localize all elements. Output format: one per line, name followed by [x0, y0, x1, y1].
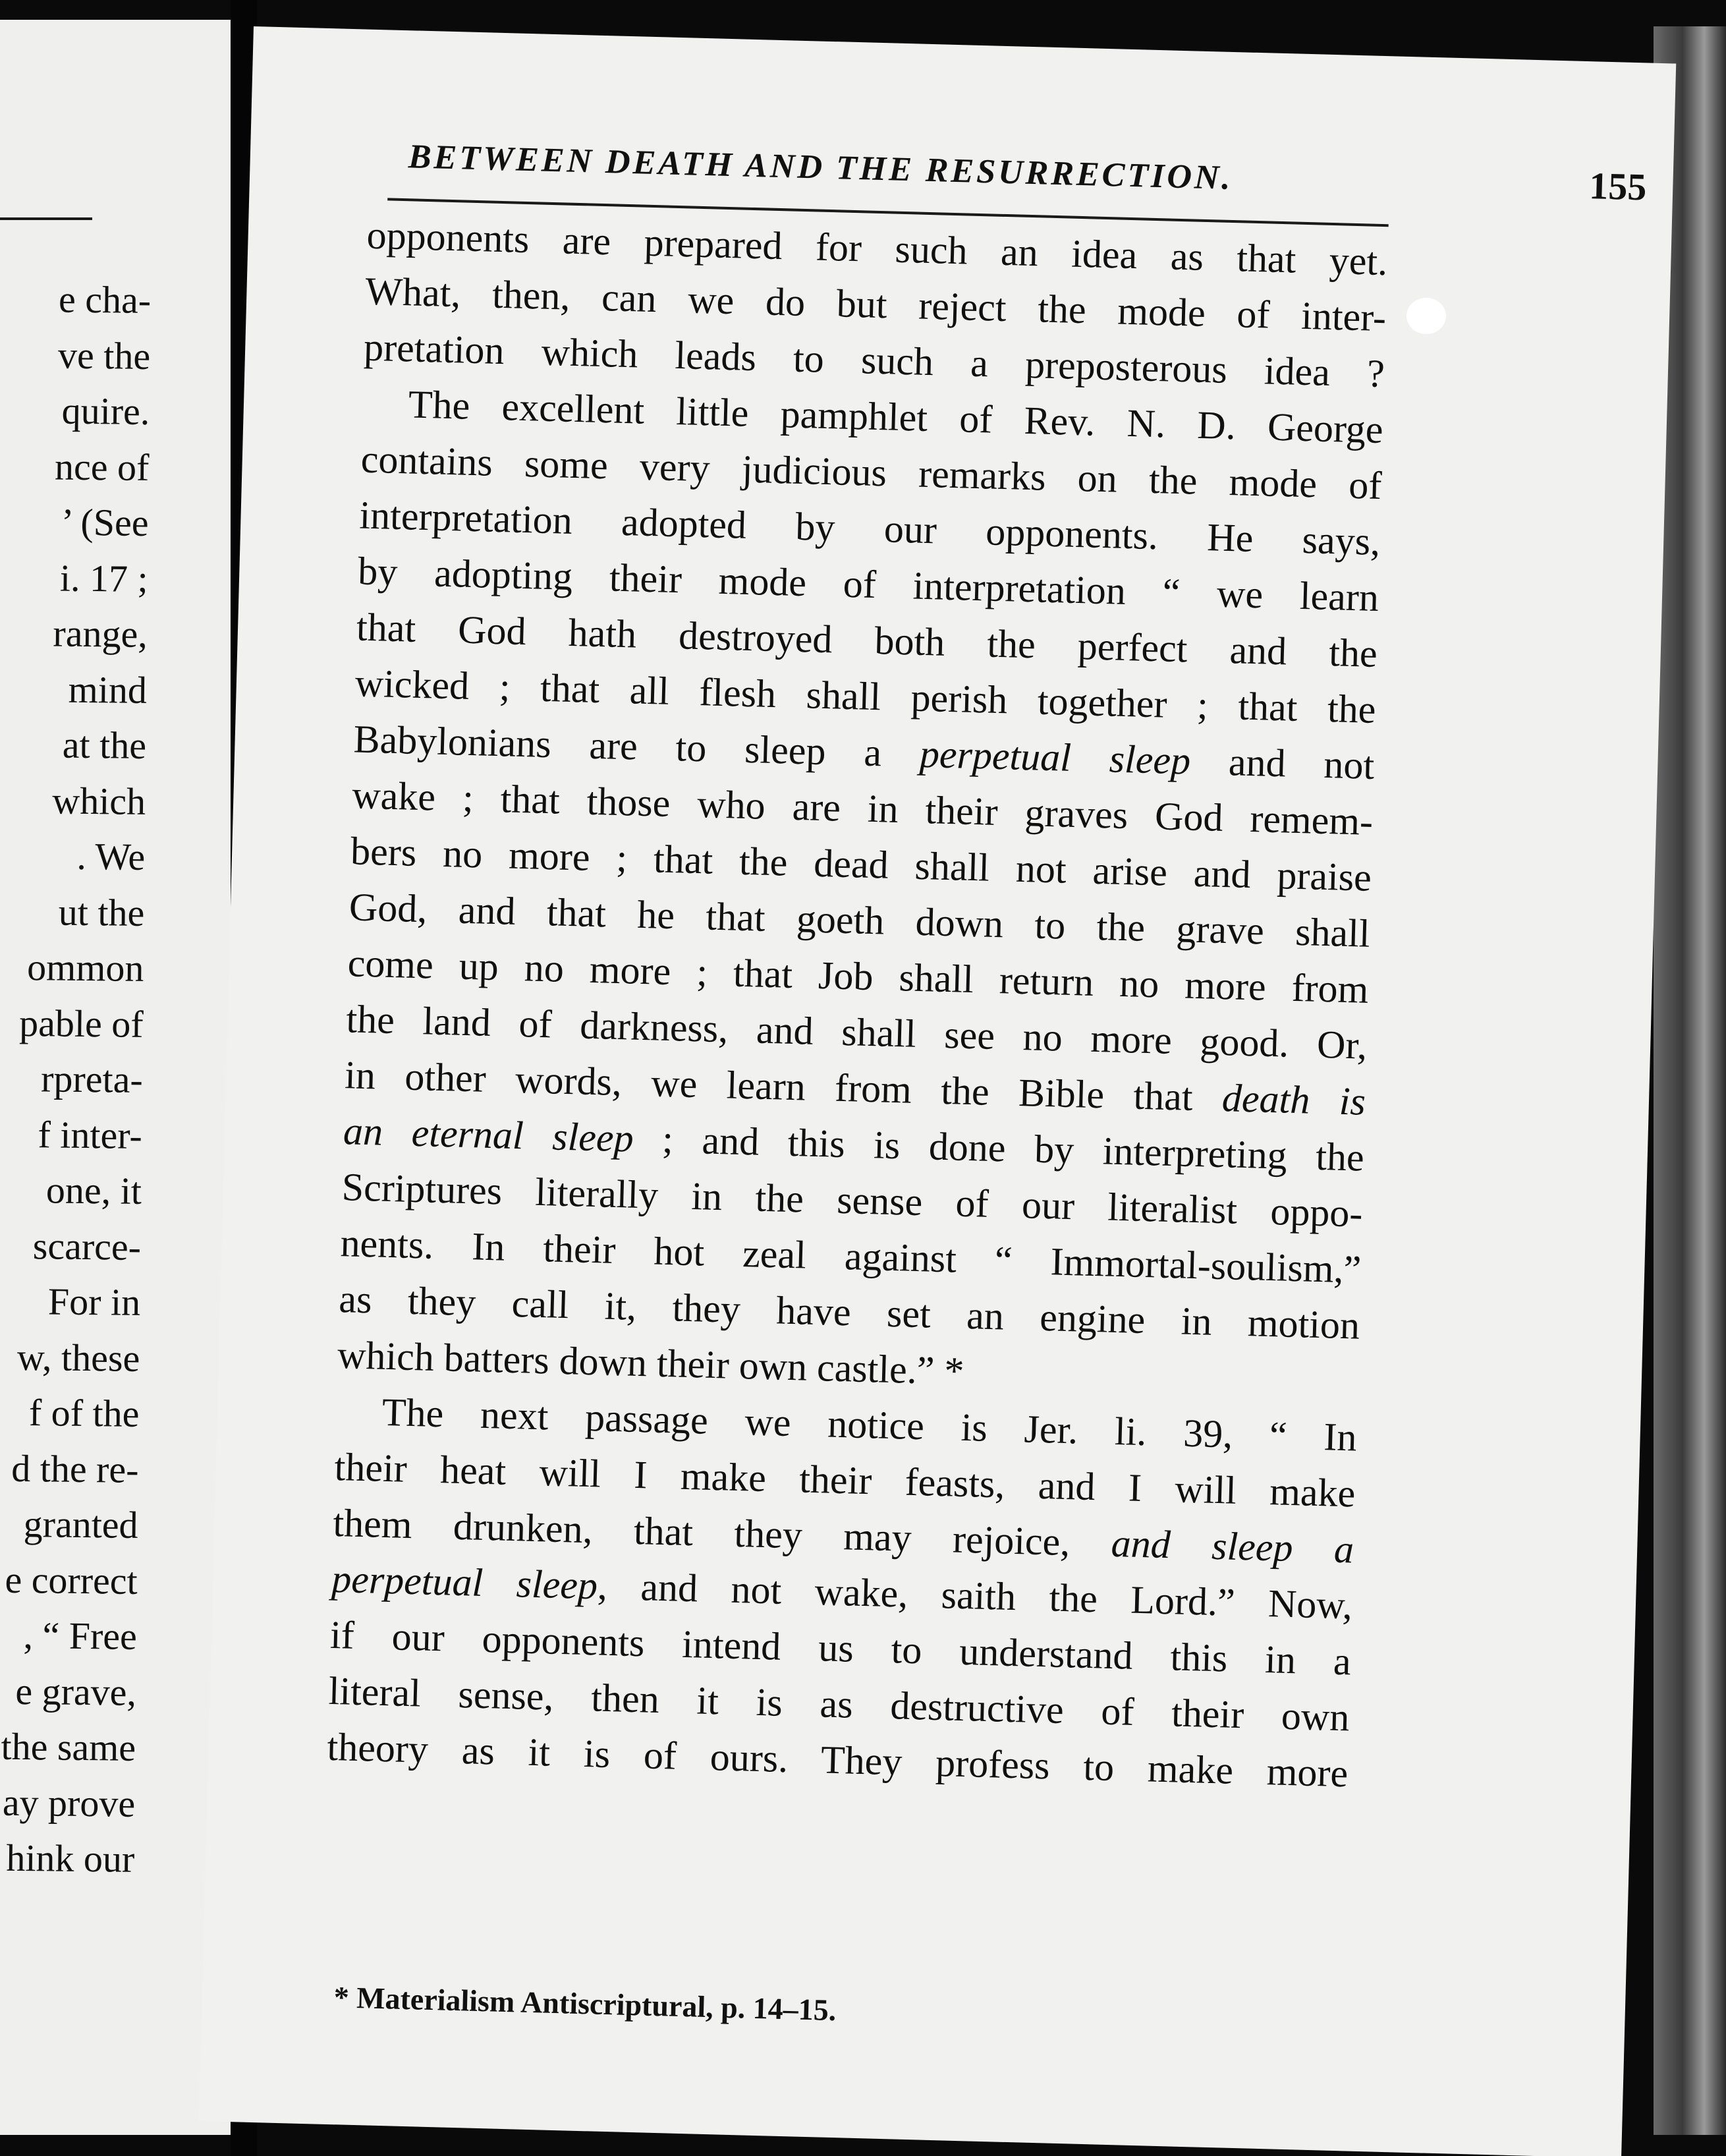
body-line: as they call it, they have set an engine in motion — [338, 1277, 1360, 1348]
body-line: The excellent little pamphlet of Rev. N. D. George — [408, 382, 1384, 452]
left-page-line: one, it — [46, 1168, 142, 1212]
body-line: bers no more ; that the dead shall not arise and praise — [350, 829, 1372, 899]
left-page-line: scarce- — [33, 1224, 142, 1268]
left-page-line: rpreta- — [41, 1057, 144, 1101]
left-page-line: range, — [53, 611, 148, 656]
left-page-line: , “ Free — [23, 1614, 138, 1658]
left-page-line: at the — [62, 723, 147, 767]
left-facing-page — [0, 20, 231, 2135]
main-page — [199, 26, 1677, 2156]
left-page-line: e grave, — [15, 1669, 137, 1714]
body-line: What, then, can we do but reject the mode of inter- — [364, 269, 1387, 340]
body-line: perpetual sleep, and not wake, saith the Lord.” Now, — [331, 1556, 1353, 1628]
left-page-line: f of the — [29, 1391, 140, 1435]
body-line: them drunken, that they may rejoice, and sleep a — [332, 1500, 1354, 1572]
left-page-line: w, these — [17, 1335, 141, 1380]
left-page-rule — [0, 217, 92, 220]
body-text — [327, 208, 1389, 1802]
body-line: which batters down their own castle.” * — [337, 1333, 965, 1393]
body-line: wake ; that those who are in their graves God remem- — [351, 773, 1374, 843]
left-page-line: ut the — [59, 890, 146, 934]
body-line: The next passage we notice is Jer. li. 39, “ In — [381, 1390, 1358, 1460]
left-page-line: d the re- — [11, 1446, 140, 1491]
left-page-line: ’ (See — [61, 500, 150, 544]
body-line: by adopting their mode of interpretation “ we learn — [357, 549, 1379, 619]
left-page-line: mind — [68, 667, 148, 712]
left-page-line: For in — [48, 1280, 141, 1324]
left-page-line: hink our — [6, 1836, 136, 1881]
body-line: in other words, we learn from the Bible that death is — [344, 1053, 1366, 1123]
body-line: interpretation adopted by our opponents. He says, — [358, 493, 1381, 564]
body-line: if our opponents intend us to understand this in a — [329, 1612, 1352, 1684]
left-page-text — [0, 271, 152, 1888]
left-page-line: which — [52, 778, 146, 823]
left-page-line: quire. — [61, 389, 151, 433]
body-line: Babylonians are to sleep a perpetual sleep and not — [352, 717, 1376, 787]
left-page-line: ve the — [58, 333, 152, 378]
body-line: literal sense, then it is as destructive of their own — [328, 1668, 1350, 1740]
left-page-line: f inter- — [38, 1112, 143, 1157]
left-page-line: pable of — [19, 1001, 144, 1046]
body-line: opponents are prepared for such an idea as that yet. — [366, 213, 1389, 284]
left-page-line: ommon — [27, 946, 145, 990]
page-number: 155 — [1588, 164, 1648, 209]
left-page-line: e cha- — [59, 277, 152, 322]
body-line: nents. In their hot zeal against “ Immortal-soulism,” — [339, 1221, 1362, 1291]
left-page-line: ay prove — [3, 1780, 136, 1825]
body-line: the land of darkness, and shall see no more good. Or, — [345, 997, 1368, 1067]
body-line: pretation which leads to such a preposterous idea ? — [363, 325, 1385, 396]
body-line: Scriptures literally in the sense of our literalist oppo- — [341, 1165, 1364, 1235]
running-head — [408, 132, 1647, 209]
body-line: an eternal sleep ; and this is done by interpreting the — [343, 1109, 1365, 1179]
left-page-line: i. 17 ; — [60, 556, 149, 600]
body-line: their heat will I make their feasts, and I will make — [333, 1444, 1356, 1516]
body-line: God, and that he that goeth down to the grave shall — [348, 885, 1371, 955]
scan-blemish — [1406, 298, 1446, 334]
body-line: wicked ; that all flesh shall perish together ; that the — [354, 661, 1377, 731]
body-line: that God hath destroyed both the perfect and the — [356, 605, 1378, 675]
left-page-line: . We — [76, 834, 146, 878]
left-page-line: granted — [23, 1502, 139, 1546]
left-page-line: e correct — [5, 1558, 138, 1603]
body-line: come up no more ; that Job shall return no more from — [347, 941, 1370, 1011]
footnote: * Materialism Antiscriptural, p. 14–15. — [333, 1980, 837, 2028]
running-title: BETWEEN DEATH AND THE RESURRECTION. — [408, 138, 1234, 197]
left-page-line: the same — [1, 1724, 136, 1769]
body-line: contains some very judicious remarks on the mode of — [360, 437, 1383, 508]
left-page-line: nce of — [55, 444, 150, 489]
body-line: theory as it is of ours. They profess to make more — [326, 1724, 1349, 1796]
